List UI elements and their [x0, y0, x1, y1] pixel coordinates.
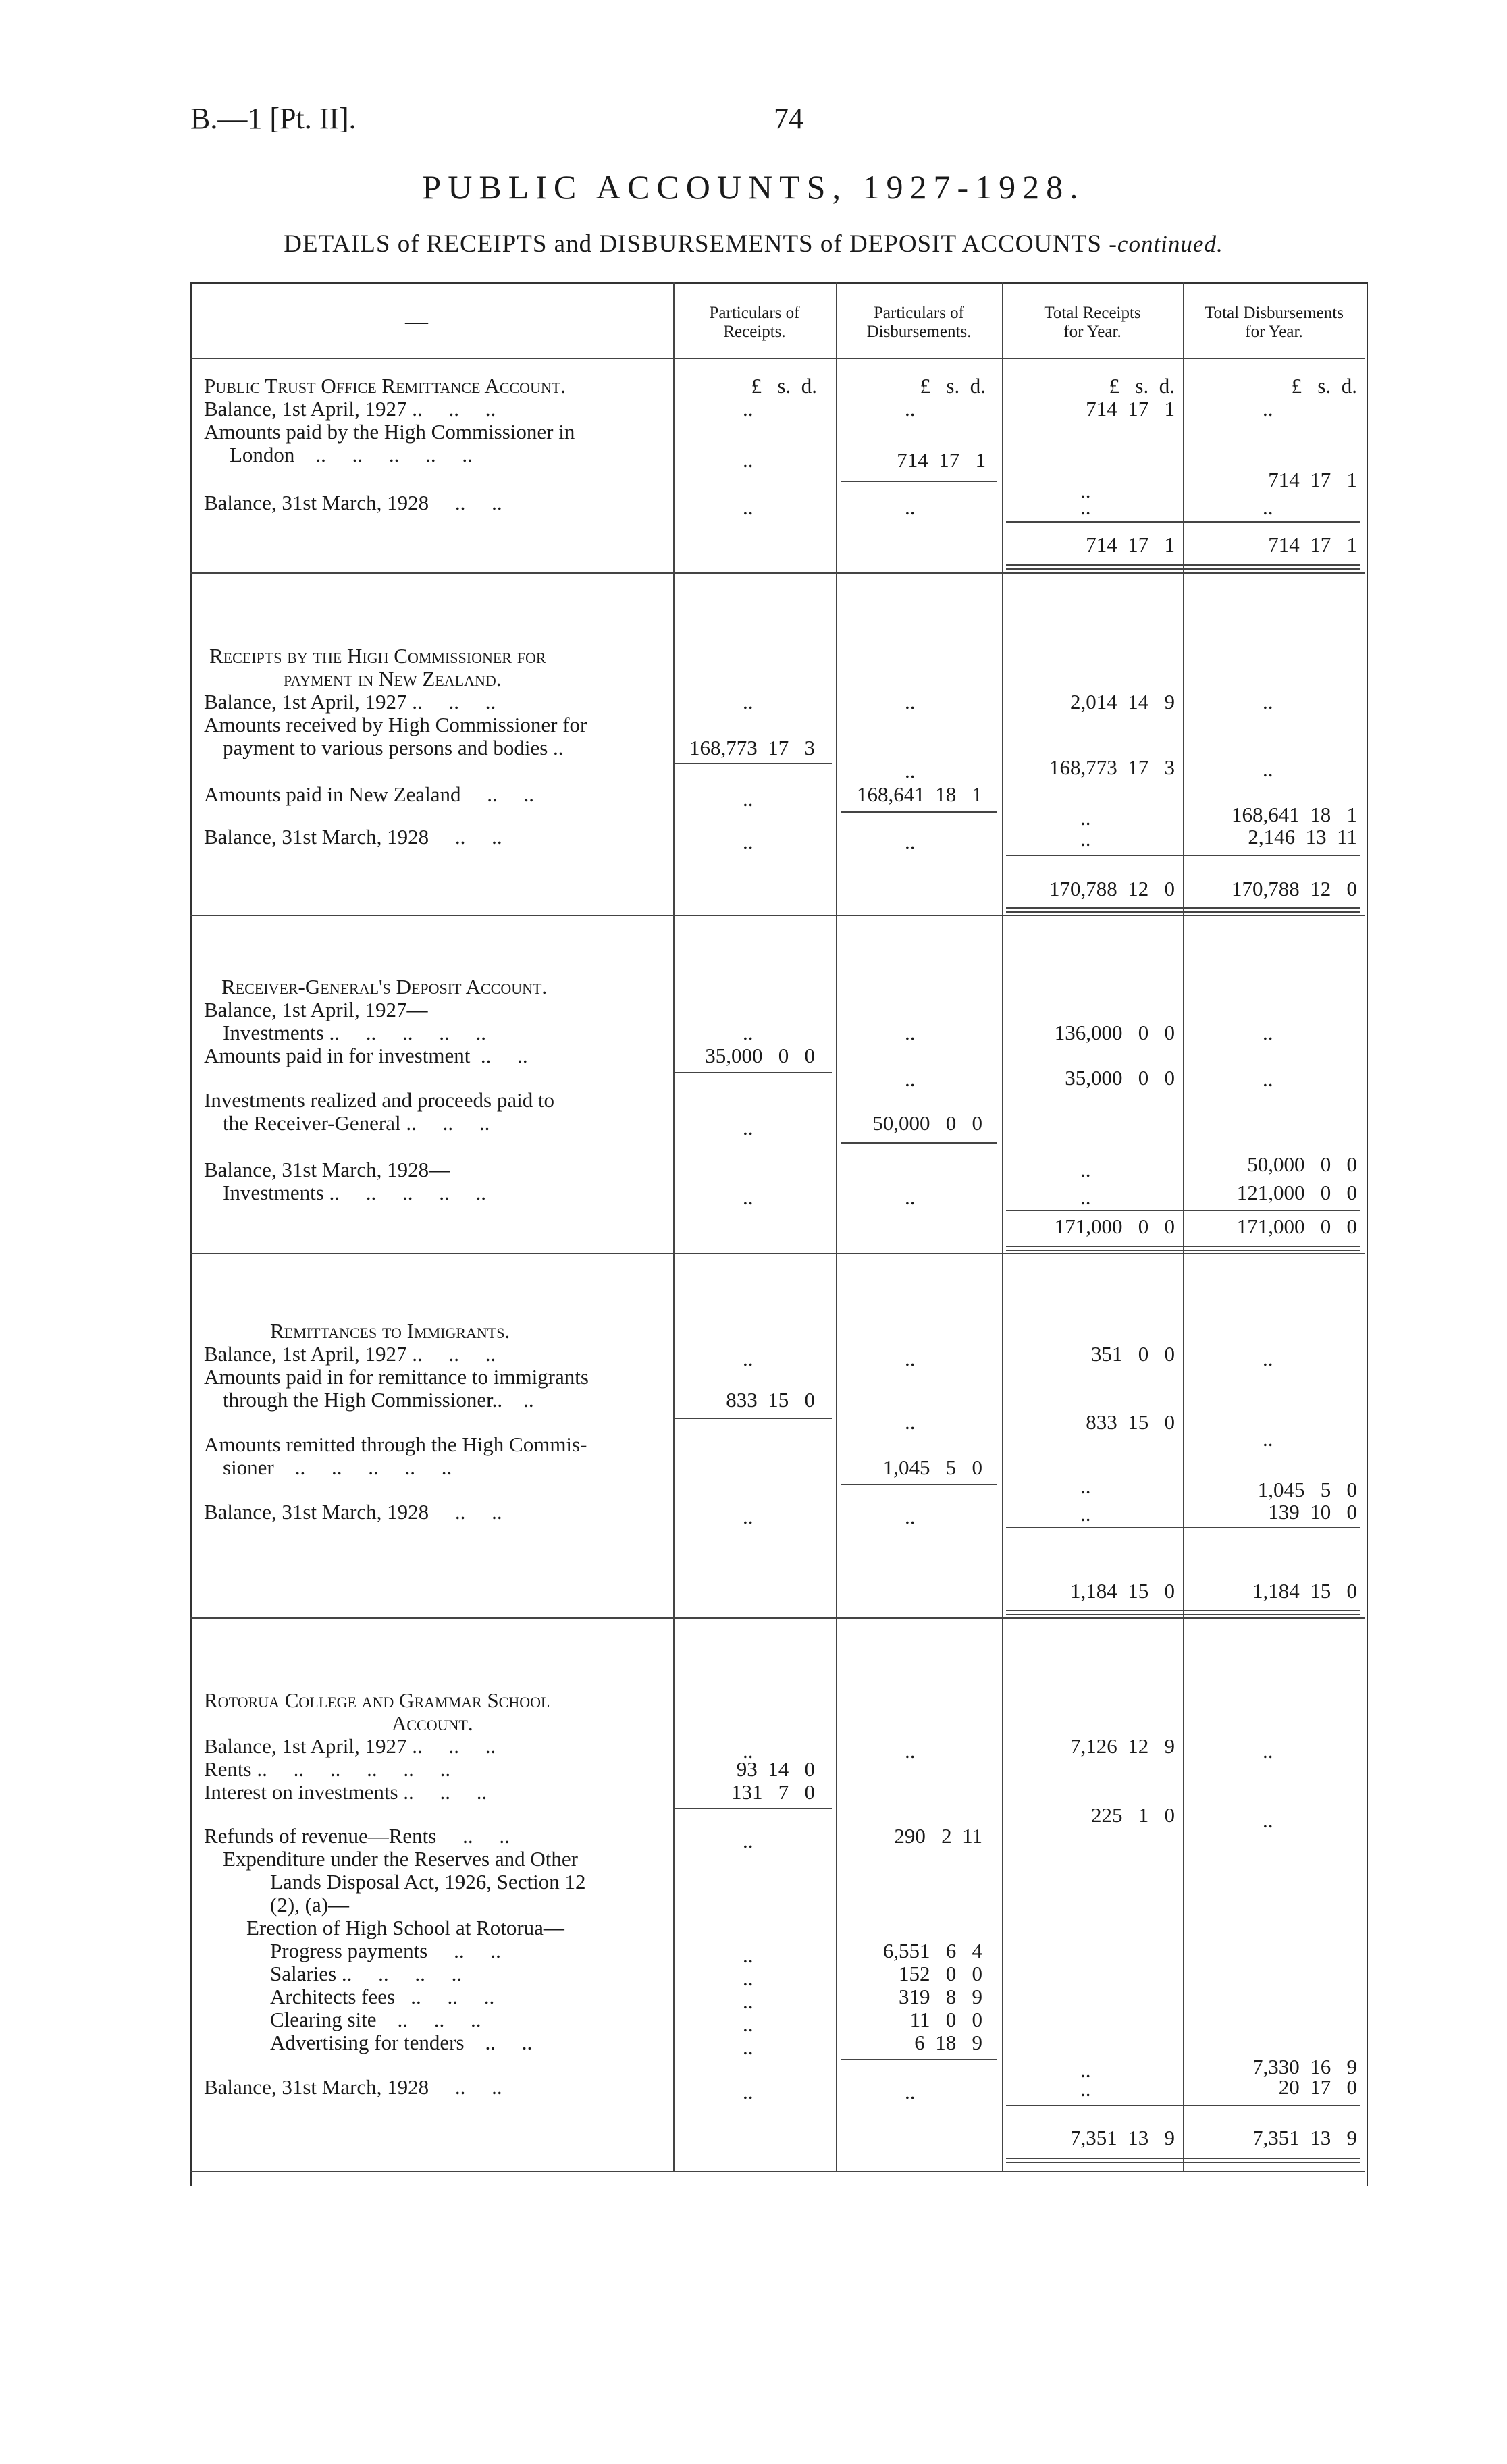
row-label: Amounts paid in New Zealand .. .. [204, 782, 535, 806]
empty-cell: .. [1080, 1185, 1091, 1209]
section-rule [190, 1617, 1365, 1619]
empty-cell: .. [1080, 1474, 1091, 1498]
row-label: Erection of High School at Rotorua— [246, 1916, 564, 1939]
row-label: Amounts remitted through the High Commis- [204, 1432, 587, 1456]
row-label: Balance, 31st March, 1928— [204, 1158, 450, 1181]
amount-cell: 131 7 0 [731, 1780, 815, 1804]
heading-line: for Year. [1245, 323, 1303, 341]
total-disbursements-column-heading [1183, 304, 1365, 342]
row-label: Interest on investments .. .. .. [204, 1780, 487, 1804]
section-rule [190, 1253, 1365, 1254]
row-label: the Receiver-General .. .. .. [223, 1111, 490, 1135]
section-heading: Receipts by the High Commissioner for [209, 644, 546, 668]
empty-cell: .. [905, 759, 916, 782]
subtotal-rule [841, 1142, 997, 1144]
amount-cell: 50,000 0 0 [872, 1111, 982, 1135]
total-disbursements-cell: 170,788 12 0 [1232, 877, 1357, 901]
row-label: Balance, 1st April, 1927 .. .. .. [204, 690, 496, 714]
empty-cell: .. [1263, 1347, 1273, 1370]
subtotal-rule [841, 481, 997, 482]
row-label: Amounts paid by the High Commissioner in [204, 420, 575, 444]
amount-cell: 833 15 0 [726, 1388, 815, 1412]
amount-cell: 714 17 1 [1086, 397, 1175, 421]
row-label: Expenditure under the Reserves and Other [223, 1847, 578, 1871]
total-receipts-cell: 714 17 1 [1086, 533, 1175, 556]
empty-cell: .. [743, 397, 754, 421]
empty-cell: .. [1263, 496, 1273, 519]
empty-cell: .. [743, 690, 754, 714]
amount-cell: 121,000 0 0 [1236, 1181, 1357, 1204]
amount-cell: 2,146 13 11 [1248, 825, 1357, 849]
row-label: Balance, 31st March, 1928 .. .. [204, 491, 502, 514]
amount-cell: 351 0 0 [1091, 1342, 1175, 1366]
amount-cell: 35,000 0 0 [705, 1044, 815, 1067]
subtotal-rule [675, 1072, 832, 1073]
subtitle-continued: -continued. [1109, 231, 1223, 257]
total-disbursements-cell: 1,184 15 0 [1252, 1579, 1357, 1603]
amount-cell: 1,045 5 0 [882, 1455, 982, 1479]
amount-cell: 168,641 18 1 [857, 782, 982, 806]
section-heading: Receiver-General's Deposit Account. [221, 975, 548, 998]
double-rule [1006, 1246, 1360, 1251]
empty-cell: .. [1080, 479, 1091, 502]
empty-cell: .. [905, 1067, 916, 1091]
amount-cell: 6,551 6 4 [882, 1939, 982, 1962]
section-heading: Public Trust Office Remittance Account. [204, 374, 566, 398]
row-label: London .. .. .. .. .. [230, 443, 473, 466]
total-receipts-cell: 170,788 12 0 [1049, 877, 1175, 901]
empty-cell: .. [1263, 757, 1273, 781]
amount-cell: 290 2 11 [894, 1824, 982, 1848]
currency-header: £ s. d. [1109, 374, 1175, 398]
amount-cell: 93 14 0 [736, 1757, 815, 1781]
empty-cell: .. [743, 2080, 754, 2104]
amount-cell: 319 8 9 [899, 1985, 982, 2008]
row-label: Investments realized and proceeds paid to [204, 1088, 555, 1112]
empty-cell: .. [905, 1505, 916, 1528]
row-label: through the High Commissioner.. .. [223, 1388, 534, 1412]
row-label: Investments .. .. .. .. .. [223, 1181, 487, 1204]
receipts-column-heading [673, 304, 836, 342]
subtotal-rule [841, 2059, 997, 2060]
empty-cell: .. [1263, 1067, 1273, 1091]
total-disbursements-cell: 171,000 0 0 [1236, 1214, 1357, 1238]
description-column-heading: — [405, 309, 428, 334]
section-heading: Remittances to Immigrants. [270, 1319, 510, 1343]
total-receipts-cell: 7,351 13 9 [1070, 2126, 1175, 2149]
currency-header: £ s. d. [1291, 374, 1357, 398]
section-heading: Rotorua College and Grammar School [204, 1688, 550, 1712]
heading-line: Disbursements. [866, 323, 972, 341]
amount-cell: 714 17 1 [1268, 468, 1357, 491]
row-label: Balance, 1st April, 1927 .. .. .. [204, 397, 496, 421]
heading-line: Receipts. [723, 323, 786, 341]
page-title: PUBLIC ACCOUNTS, 1927-1928. [422, 168, 1085, 206]
section-heading: Account. [392, 1711, 473, 1735]
empty-cell: .. [1263, 1809, 1273, 1832]
row-label: (2), (a)— [270, 1893, 350, 1917]
row-label: Balance, 31st March, 1928 .. .. [204, 2075, 502, 2099]
column-divider [836, 282, 837, 2172]
empty-cell: .. [743, 1966, 754, 1990]
column-divider [1002, 282, 1003, 2172]
total-receipts-cell: 171,000 0 0 [1054, 1214, 1175, 1238]
row-label: Amounts paid in for investment .. .. [204, 1044, 528, 1067]
amount-cell: 168,773 17 3 [1049, 755, 1175, 779]
total-receipts-cell: 1,184 15 0 [1070, 1579, 1175, 1603]
empty-cell: .. [743, 496, 754, 519]
empty-cell: .. [905, 397, 916, 421]
empty-cell: .. [1263, 397, 1273, 421]
page-subtitle [0, 230, 1507, 259]
amount-cell: 833 15 0 [1086, 1410, 1175, 1434]
row-label: Clearing site .. .. .. [270, 2008, 481, 2031]
row-label: Balance, 31st March, 1928 .. .. [204, 1500, 502, 1524]
row-label: Balance, 1st April, 1927 .. .. .. [204, 1342, 496, 1366]
subtotal-rule [675, 763, 832, 764]
empty-cell: .. [905, 496, 916, 519]
row-label: Lands Disposal Act, 1926, Section 12 [270, 1870, 586, 1894]
empty-cell: .. [743, 1185, 754, 1209]
amount-cell: 50,000 0 0 [1247, 1152, 1357, 1176]
row-label: payment to various persons and bodies .. [223, 736, 564, 759]
empty-cell: .. [905, 1739, 916, 1763]
empty-cell: .. [743, 1989, 754, 2013]
heading-line: for Year. [1063, 323, 1121, 341]
empty-cell: .. [1263, 1739, 1273, 1763]
empty-cell: .. [905, 830, 916, 853]
double-rule [1006, 907, 1360, 913]
empty-cell: .. [905, 690, 916, 714]
empty-cell: .. [905, 1410, 916, 1434]
disbursements-column-heading [836, 304, 1002, 342]
amount-cell: 20 17 0 [1278, 2075, 1357, 2099]
empty-cell: .. [743, 787, 754, 811]
section-rule [190, 572, 1365, 574]
empty-cell: .. [1080, 2058, 1091, 2082]
section-heading: payment in New Zealand. [284, 667, 502, 691]
empty-cell: .. [743, 1347, 754, 1370]
amount-cell: 2,014 14 9 [1070, 690, 1175, 714]
amount-cell: 225 1 0 [1091, 1803, 1175, 1827]
amount-cell: 7,330 16 9 [1252, 2055, 1357, 2079]
empty-cell: .. [743, 2035, 754, 2059]
amount-cell: 7,126 12 9 [1070, 1734, 1175, 1758]
subtotal-rule [675, 1808, 832, 1809]
amount-cell: 1,045 5 0 [1257, 1478, 1357, 1501]
empty-cell: .. [743, 2012, 754, 2036]
amount-cell: 152 0 0 [899, 1962, 982, 1985]
row-label: Balance, 1st April, 1927 .. .. .. [204, 1734, 496, 1758]
empty-cell: .. [905, 2080, 916, 2104]
column-divider [673, 282, 675, 2172]
page-reference: B.—1 [Pt. II]. [190, 102, 356, 135]
empty-cell: .. [1263, 1427, 1273, 1451]
heading-line: Total Disbursements [1205, 304, 1344, 322]
amount-cell: 139 10 0 [1268, 1500, 1357, 1524]
total-receipts-column-heading [1002, 304, 1183, 342]
row-label: Rents .. .. .. .. .. .. [204, 1757, 451, 1781]
currency-header: £ s. d. [751, 374, 817, 398]
empty-cell: .. [743, 1505, 754, 1528]
amount-cell: 136,000 0 0 [1054, 1021, 1175, 1044]
empty-cell: .. [743, 1944, 754, 1967]
double-rule [1006, 2158, 1360, 2163]
section-rule [190, 915, 1365, 916]
empty-cell: .. [905, 1347, 916, 1370]
total-rule [1006, 2105, 1360, 2106]
total-rule [1006, 521, 1360, 523]
amount-cell: 168,641 18 1 [1232, 803, 1357, 826]
empty-cell: .. [1080, 827, 1091, 851]
empty-cell: .. [1080, 2077, 1091, 2101]
total-disbursements-cell: 7,351 13 9 [1252, 2126, 1357, 2149]
row-label: Advertising for tenders .. .. [270, 2031, 533, 2054]
double-rule [1006, 1610, 1360, 1615]
double-rule [1006, 564, 1360, 570]
row-label: Balance, 1st April, 1927— [204, 998, 428, 1021]
row-label: Refunds of revenue—Rents .. .. [204, 1824, 510, 1848]
row-label: Amounts received by High Commissioner for [204, 713, 587, 736]
currency-header: £ s. d. [920, 374, 986, 398]
amount-cell: 6 18 9 [914, 2031, 982, 2054]
empty-cell: .. [1080, 806, 1091, 830]
empty-cell: .. [1080, 1158, 1091, 1181]
subtotal-rule [675, 1418, 832, 1419]
row-label: Investments .. .. .. .. .. [223, 1021, 487, 1044]
heading-line: Total Receipts [1044, 304, 1141, 322]
heading-line: Particulars of [874, 304, 964, 322]
row-label: Balance, 31st March, 1928 .. .. [204, 825, 502, 849]
amount-cell: 168,773 17 3 [689, 736, 815, 759]
empty-cell: .. [743, 1739, 754, 1763]
total-rule [1006, 1527, 1360, 1528]
total-rule [1006, 855, 1360, 856]
empty-cell: .. [1080, 496, 1091, 519]
subtotal-rule [841, 811, 997, 813]
subtitle-text: DETAILS of RECEIPTS and DISBURSEMENTS of DEPOSIT ACCOUNTS [284, 230, 1103, 258]
heading-line: Particulars of [709, 304, 800, 322]
row-label: Salaries .. .. .. .. [270, 1962, 462, 1985]
amount-cell: 714 17 1 [897, 448, 986, 472]
empty-cell: .. [743, 448, 754, 472]
empty-cell: .. [743, 1829, 754, 1852]
table-bottom-rule [190, 2171, 1365, 2172]
empty-cell: .. [1263, 1021, 1273, 1044]
row-label: Progress payments .. .. [270, 1939, 501, 1962]
page-number: 74 [774, 102, 803, 135]
subtotal-rule [841, 1484, 997, 1485]
empty-cell: .. [743, 1116, 754, 1140]
row-label: Architects fees .. .. .. [270, 1985, 495, 2008]
amount-cell: 11 0 0 [909, 2008, 982, 2031]
empty-cell: .. [743, 830, 754, 853]
empty-cell: .. [1263, 690, 1273, 714]
amount-cell: 35,000 0 0 [1065, 1066, 1175, 1090]
row-label: sioner .. .. .. .. .. [223, 1455, 452, 1479]
total-disbursements-cell: 714 17 1 [1268, 533, 1357, 556]
empty-cell: .. [1080, 1502, 1091, 1526]
empty-cell: .. [905, 1021, 916, 1044]
total-rule [1006, 1210, 1360, 1211]
header-rule [190, 358, 1365, 359]
row-label: Amounts paid in for remittance to immigrants [204, 1365, 589, 1389]
empty-cell: .. [743, 1021, 754, 1044]
empty-cell: .. [905, 1185, 916, 1209]
